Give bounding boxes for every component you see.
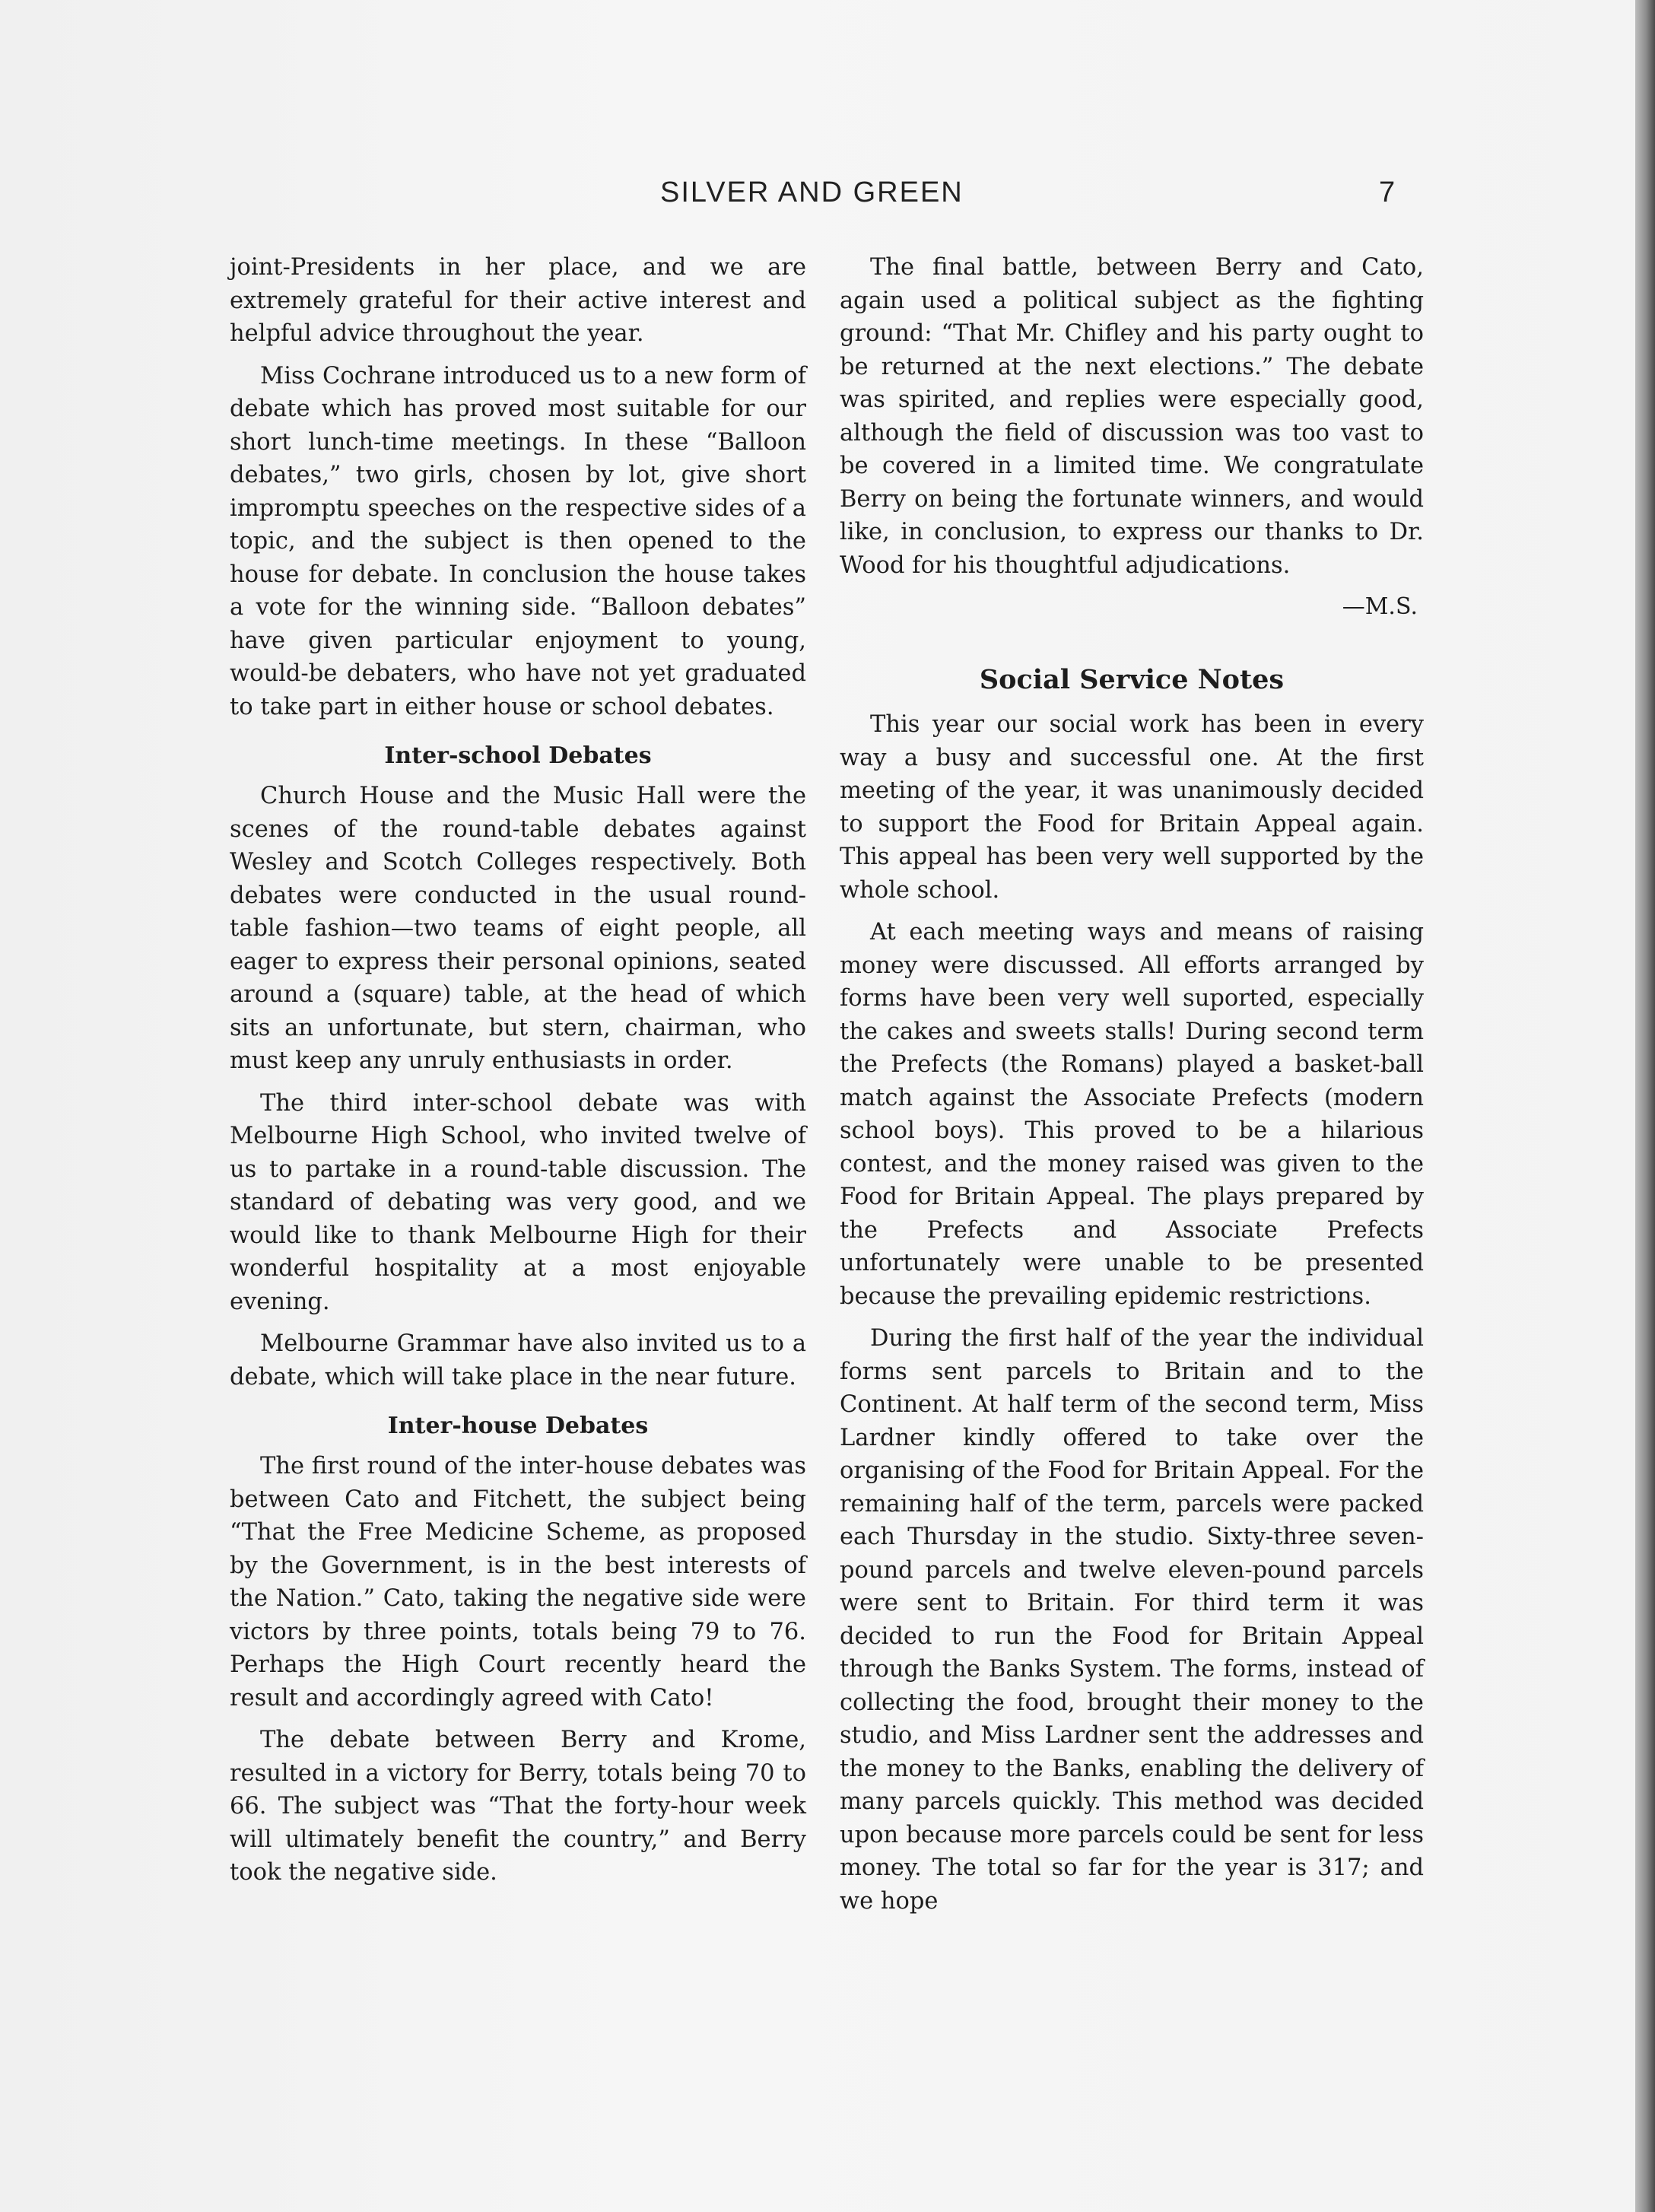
author-signature: —M.S.	[1342, 593, 1418, 620]
page-edge-shadow	[1635, 0, 1655, 2212]
publication-title: SILVER AND GREEN	[660, 176, 964, 208]
paragraph: During the first half of the year the individual forms sent parcels to Britain and to the Continent. At half term of the second term, Miss Lardner kindly offered to take over the organising of the Food for Britain Appeal. For the remaining half of the term, parcels were packed each Thursday in the studio. Sixty-three seven-pound parcels and twelve eleven-pound parcels were sent to Britain. For third term it was decided to run the Food for Britain Appeal through the Banks System. The forms, instead of collecting the food, brought their money to the studio, and Miss Lardner sent the addresses and the money to the Banks, enabling the delivery of many parcels quickly. This method was decided upon because more parcels could be sent for less money. The total so far for the year is 317; and we hope	[840, 1325, 1424, 1915]
page-number: 7	[1379, 176, 1396, 208]
paragraph: This year our social work has been in every way a busy and successful one. At the first meeting of the year, it was unanimously decided to support the Food for Britain Appeal again. This appeal has been very well supported by the whole school.	[840, 711, 1424, 904]
right-column	[840, 251, 1424, 1927]
paragraph: The debate between Berry and Krome, resulted in a victory for Berry, totals being 70 to 66. The subject was “That the forty-hour week will ultimately benefit the country,” and Berry took the negative side.	[230, 1727, 806, 1886]
paragraph: joint-Presidents in her place, and we are extremely grateful for their active interest and helpful advice throughout the year.	[230, 254, 806, 347]
paragraph: The final battle, between Berry and Cato, again used a political subject as the fighting ground: “That Mr. Chifley and his party ought to be returned at the next elections.” The debate was spirited, and replies were especially good, although the field of discussion was too vast to be covered in a limited time. We congratulate Berry on being the fortunate winners, and would like, in conclusion, to express our thanks to Dr. Wood for his thoughtful adjudications.	[840, 254, 1424, 579]
section-heading-inter-school: Inter-school Debates	[384, 742, 652, 769]
section-heading-social-service: Social Service Notes	[979, 664, 1285, 695]
paragraph: The first round of the inter-house debates was between Cato and Fitchett, the subject being “That the Free Medicine Scheme, as proposed by the Government, is in the best interests of the Nation.” Cato, taking the negative side were victors by three points, totals being 79 to 76. Perhaps the High Court recently heard the result and accordingly agreed with Cato!	[230, 1453, 806, 1711]
paragraph: Church House and the Music Hall were the scenes of the round-table debates against Wesley and Scotch Colleges respectively. Both debates were conducted in the usual round-table fashion—two teams of eight people, all eager to express their personal opinions, seated around a (square) table, at the head of which sits an unfortunate, but stern, chairman, who must keep any unruly enthusiasts in order.	[230, 783, 806, 1074]
paragraph: Melbourne Grammar have also invited us to a debate, which will take place in the near future.	[230, 1330, 806, 1390]
running-header	[0, 176, 1655, 222]
left-column	[230, 251, 806, 1899]
paragraph: The third inter-school debate was with Melbourne High School, who invited twelve of us to partake in a round-table discussion. The standard of debating was very good, and we would like to thank Melbourne High for their wonderful hospitality at a most enjoyable evening.	[230, 1089, 806, 1315]
paragraph: Miss Cochrane introduced us to a new form of debate which has proved most suitable for our short lunch-time meetings. In these “Balloon debates,” two girls, chosen by lot, give short impromptu speeches on the respective sides of a topic, and the subject is then opened to the house for debate. In conclusion the house takes a vote for the winning side. “Balloon debates” have given particular enjoyment to young, would-be debaters, who have not yet graduated to take part in either house or school debates.	[230, 362, 806, 720]
paragraph: At each meeting ways and means of raising money were discussed. All efforts arranged by forms have been very well suported, especially the cakes and sweets stalls! During second term the Prefects (the Romans) played a basket-ball match against the Associate Prefects (modern school boys). This proved to be a hilarious contest, and the money raised was given to the Food for Britain Appeal. The plays prepared by the Prefects and Associate Prefects unfortunately were unable to be presented because the prevailing epidemic restrictions.	[840, 919, 1424, 1310]
section-heading-inter-house: Inter-house Debates	[387, 1413, 649, 1439]
